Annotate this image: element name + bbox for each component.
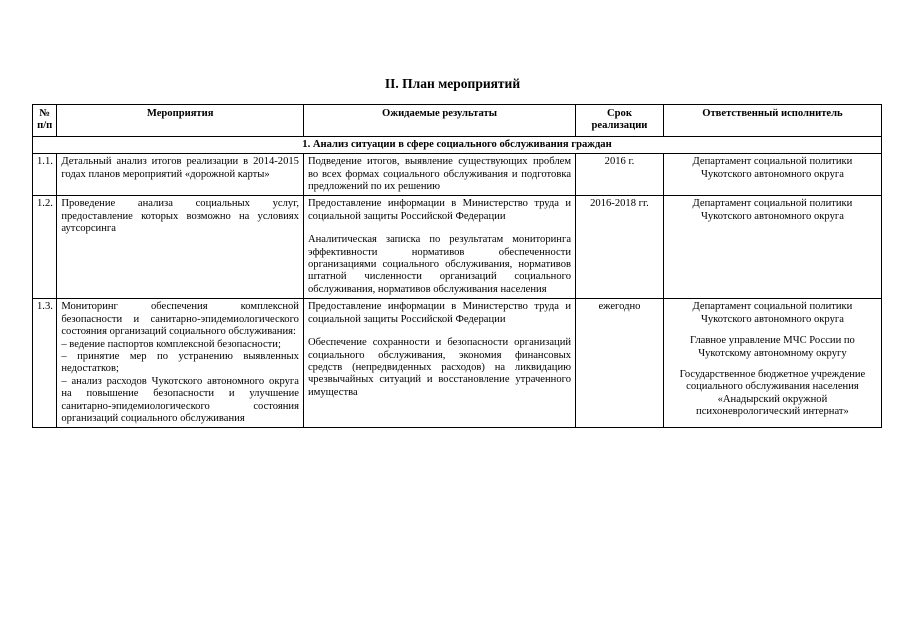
term-cell: 2016-2018 гг.	[576, 196, 664, 299]
section-heading: 1. Анализ ситуации в сфере социального обслуживания граждан	[33, 136, 882, 153]
result-cell	[303, 299, 575, 428]
event-cell	[57, 299, 304, 428]
result-paragraph: Аналитическая записка по результатам мониторинга эффективности нормативов обеспеченности организациями социального обслуживания, нормативов штатной численности организаций социального обслуживания, нормативов обслуживания населения	[307, 234, 572, 295]
event-list-item: – анализ расходов Чукотского автономного округа на повышение безопасности и улучшение санитарно-эпидемиологического состояния организаций социального обслуживания	[61, 375, 299, 424]
event-paragraph: Мониторинг обеспечения комплексной безопасности и санитарно-эпидемиологического состояния организаций социального обслуживания:	[61, 301, 299, 338]
table-row	[33, 154, 882, 196]
table-row	[33, 196, 882, 299]
row-number: 1.1.	[33, 154, 57, 196]
header-result: Ожидаемые результаты	[303, 105, 575, 137]
header-event: Мероприятия	[57, 105, 304, 137]
responsible-cell	[663, 299, 881, 428]
result-paragraph: Предоставление информации в Министерство труда и социальной защиты Российской Федерации	[307, 301, 572, 325]
responsible-cell: Департамент социальной политики Чукотского автономного округа	[663, 154, 881, 196]
responsible-cell: Департамент социальной политики Чукотского автономного округа	[663, 196, 881, 299]
table-row	[33, 299, 882, 428]
row-number: 1.2.	[33, 196, 57, 299]
result-cell	[303, 196, 575, 299]
responsible-entry: Департамент социальной политики Чукотского автономного округа	[692, 301, 853, 325]
result-paragraph: Предоставление информации в Министерство труда и социальной защиты Российской Федерации	[307, 198, 572, 222]
term-cell: 2016 г.	[576, 154, 664, 196]
responsible-entry: Главное управление МЧС России по Чукотскому автономному округу	[690, 335, 855, 359]
responsible-entry: Государственное бюджетное учреждение социального обслуживания населения «Анадырский окружной психоневрологический интернат»	[679, 368, 866, 418]
result-paragraph: Обеспечение сохранности и безопасности организаций социального обслуживания, экономия финансовых средств (непредвиденных расходов) на ликвидацию чрезвычайных ситуаций и восстановление утраченного имущества	[307, 337, 572, 398]
row-number: 1.3.	[33, 299, 57, 428]
section-heading-row	[33, 136, 882, 153]
header-responsible: Ответственный исполнитель	[663, 105, 881, 137]
action-plan-table	[32, 104, 882, 428]
event-cell: Проведение анализа социальных услуг, предоставление которых возможно на условиях аутсорсинга	[57, 196, 304, 299]
table-header-row	[33, 105, 882, 137]
event-list-item: – ведение паспортов комплексной безопасности;	[61, 338, 281, 350]
term-cell: ежегодно	[576, 299, 664, 428]
event-cell: Детальный анализ итогов реализации в 2014-2015 годах планов мероприятий «дорожной карты»	[57, 154, 304, 196]
header-term: Срок реализации	[576, 105, 664, 137]
page-title: II. План мероприятий	[384, 76, 521, 91]
event-list-item: – принятие мер по устранению выявленных недостатков;	[61, 350, 299, 375]
result-cell: Подведение итогов, выявление существующих проблем во всех формах социального обслуживания и подготовка предложений по их решению	[303, 154, 575, 196]
header-num: № п/п	[33, 105, 57, 137]
